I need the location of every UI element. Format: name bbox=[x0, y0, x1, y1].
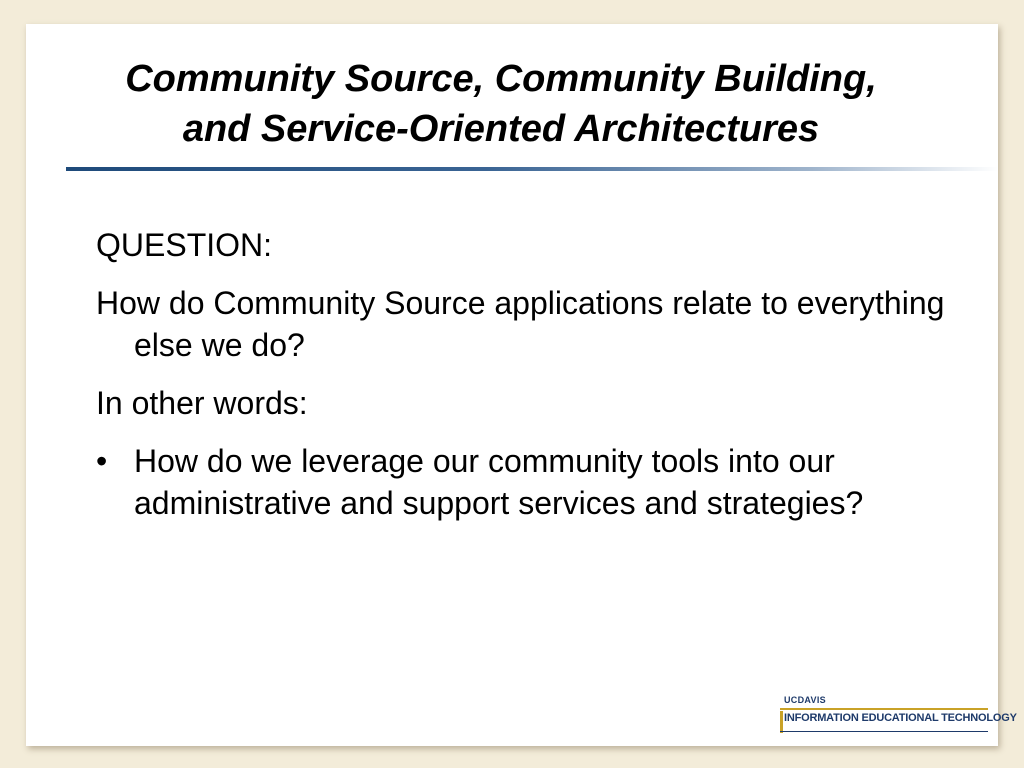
logo-gold-accent bbox=[780, 711, 783, 733]
bullet-item bbox=[96, 440, 976, 524]
title-divider bbox=[66, 167, 998, 171]
bullet-text: How do we leverage our community tools into our administrative and support services and strategies? bbox=[134, 443, 864, 521]
logo-iet-text: INFORMATION EDUCATIONAL TECHNOLOGY bbox=[784, 712, 1017, 724]
question-label: QUESTION: bbox=[96, 227, 273, 263]
logo-blue-rule bbox=[780, 731, 988, 732]
question-text: How do Community Source applications relate to everything else we do? bbox=[96, 285, 945, 363]
slide-title bbox=[26, 54, 976, 154]
restate-label: In other words: bbox=[96, 385, 308, 421]
bullet-icon: • bbox=[96, 443, 108, 479]
title-line-2: and Service-Oriented Architectures bbox=[182, 108, 820, 150]
slide bbox=[26, 24, 1017, 746]
logo-ucdavis-text: UCDAVIS bbox=[784, 695, 826, 705]
slide-body bbox=[96, 224, 976, 524]
ucdavis-iet-logo bbox=[780, 695, 1017, 735]
logo-gold-rule bbox=[780, 708, 988, 710]
title-line-1: Community Source, Community Building, bbox=[125, 58, 877, 100]
